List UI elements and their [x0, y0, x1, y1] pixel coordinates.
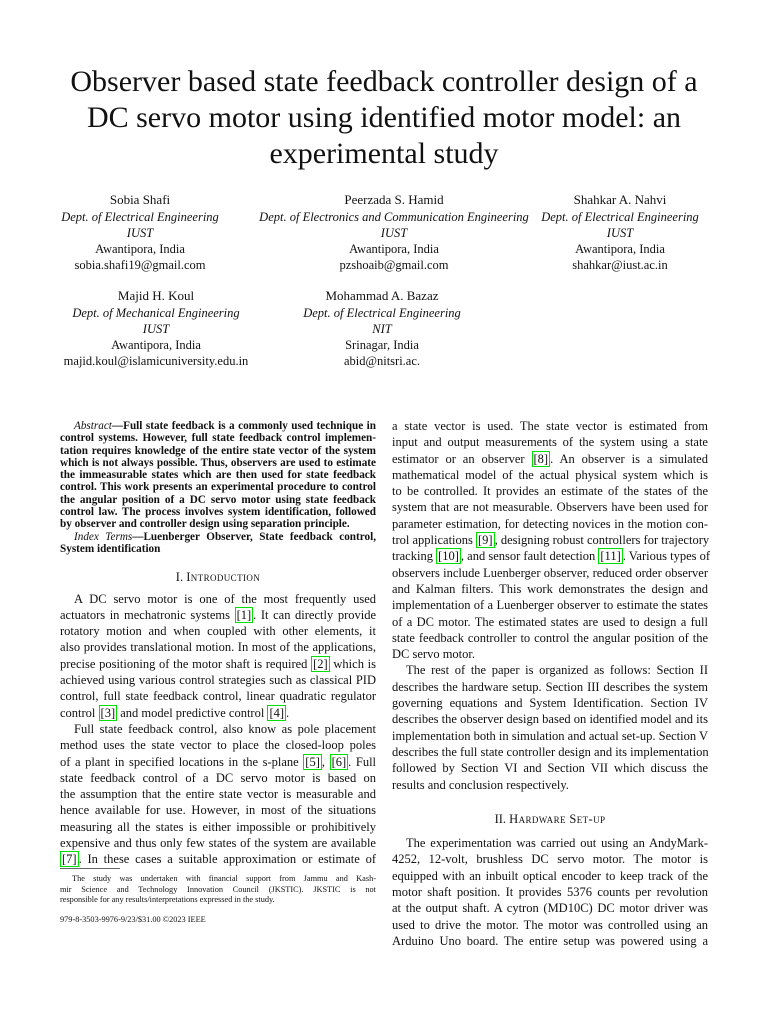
- citation-link[interactable]: [4]: [269, 705, 285, 720]
- footnote: The study was undertaken with financial support from Jammu and Kash- mir Science and Technology Innovation Council (JKSTIC). JKSTIC is not responsible for any results/interpretations expressed in the study.: [60, 874, 376, 904]
- author-block: [56, 288, 256, 369]
- left-column: [60, 420, 376, 868]
- author-org: IUST: [142, 322, 170, 336]
- body-paragraph: The rest of the paper is organized as follows: Section II describes the hardware setup. Section III describes the system governing equations and System Identification. Section IV describes the observer design based on identified model and its implementation both in simulation and actual set-up. Section V describes the full state controller design and its implementation followed by Section VI and Section VII which discuss the results and conclusion respectively.: [392, 663, 709, 792]
- abstract-line: the immeasurable states which are then used for state feedback: [60, 469, 376, 482]
- author-dept: Dept. of Electronics and Communication Engineering: [259, 210, 529, 224]
- author-block: [244, 192, 544, 273]
- author-name: Peerzada S. Hamid: [344, 192, 444, 207]
- abstract-label: Abstract: [74, 420, 112, 432]
- author-name: Shahkar A. Nahvi: [573, 192, 667, 207]
- author-city: Awantipora, India: [95, 242, 185, 256]
- title-line: Observer based state feedback controller design of a: [70, 65, 698, 98]
- citation-link[interactable]: [6]: [331, 754, 347, 769]
- author-dept: Dept. of Electrical Engineering: [61, 210, 219, 224]
- abstract-line: by observer and controller design using separation principle.: [60, 518, 350, 531]
- body-paragraph: a state vector is used. The state vector is estimated from input and output measurements of the system using a state estimator or an observer [8] . An observer is a simulated mathematical model of the actual physical system which is to be controlled. It provides an estimate of the states of the system that are not measurable. Observers have been used for parameter estimation, for detecting novices in the motion con- trol applications [9] , designing robust controllers for trajectory tracking [10] , and sensor fault detection [11] . Various types of observers include Luenberger observer, reduced order observer and Kalman filters. This work demonstrates the design and implementation of a Luenberger observer to estimate the states of a DC motor. The estimated states are used to design a full state feedback controller to control the angular position of the DC servo motor.: [392, 419, 711, 662]
- title-line: experimental study: [269, 137, 499, 170]
- citation-link[interactable]: [3]: [100, 705, 116, 720]
- abstract-line: —Full state feedback is a commonly used technique in: [111, 420, 376, 432]
- author-email[interactable]: majid.koul@islamicuniversity.edu.in: [63, 354, 249, 368]
- intro-paragraph: Full state feedback control, also know as pole placement method uses the state vector to place the closed-loop poles of a plant in specified locations in the s-plane [5] , [6] . Full state feedback control of a DC servo motor is based on the assumption that the entire state vector is measurable and hence available for use. However, in most of the situations measuring all the states is either impossible or prohibitively expensive and thus only few states of the system are available [7] . In these cases a suitable approximation or estimate of: [60, 721, 377, 867]
- index-terms-line: System identification: [60, 542, 161, 555]
- section-heading: II. Hardware Set-up: [494, 811, 606, 826]
- citation-link[interactable]: [5]: [305, 754, 320, 769]
- abstract-line: control. This work presents an experimental procedure to control: [60, 481, 376, 494]
- abstract-line: control law. The process involves system identification, followed: [60, 506, 376, 519]
- author-org: IUST: [380, 226, 408, 240]
- title-line: DC servo motor using identified motor model: an: [86, 101, 682, 134]
- citation-link[interactable]: [8]: [533, 451, 549, 466]
- author-city: Awantipora, India: [349, 242, 439, 256]
- author-email[interactable]: sobia.shafi19@gmail.com: [74, 258, 206, 272]
- author-name: Majid H. Koul: [117, 288, 195, 303]
- citation-link[interactable]: [11]: [600, 549, 621, 564]
- copyright-notice: 979-8-3503-9976-9/23/$31.00 ©2023 IEEE: [60, 915, 206, 924]
- author-city: Awantipora, India: [575, 242, 665, 256]
- citation-link[interactable]: [2]: [313, 656, 328, 671]
- author-dept: Dept. of Electrical Engineering: [303, 306, 461, 320]
- index-terms-label: Index Terms: [74, 530, 133, 543]
- abstract-line: tation requires knowledge of the entire state vector of the system: [60, 444, 376, 457]
- section-heading: I. Introduction: [175, 570, 261, 585]
- author-block: [40, 192, 240, 273]
- author-email[interactable]: abid@nitsri.ac.: [343, 354, 421, 368]
- abstract-line: which is not always possible. Thus, observers are used to estimate: [60, 456, 376, 469]
- author-block: [520, 192, 720, 273]
- right-column: [392, 418, 711, 949]
- author-city: Awantipora, India: [111, 338, 201, 352]
- footnote-rule: [60, 868, 120, 869]
- author-email[interactable]: pzshoaib@gmail.com: [339, 258, 449, 272]
- author-name: Mohammad A. Bazaz: [325, 288, 439, 303]
- paper-title: [40, 64, 728, 172]
- author-org: IUST: [126, 226, 154, 240]
- body-paragraph: The experimentation was carried out using an AndyMark- 4252, 12-volt, brushless DC servo motor. The motor is equipped with an inbuilt optical encoder to keep track of the motor shaft position. It provides 5376 counts per revolution at the output shaft. A cytron (MD10C) DC motor driver was used to drive the motor. The motor was controlled using an Arduino Uno board. The entire setup was powered using a: [392, 836, 708, 948]
- citation-link[interactable]: [9]: [478, 533, 493, 548]
- author-name: Sobia Shafi: [109, 192, 171, 207]
- citation-link[interactable]: [1]: [236, 607, 252, 622]
- author-city: Srinagar, India: [345, 338, 419, 352]
- citation-link[interactable]: [10]: [438, 549, 459, 564]
- author-org: NIT: [372, 322, 392, 336]
- author-block: [282, 288, 482, 369]
- author-email[interactable]: shahkar@iust.ac.in: [572, 258, 668, 272]
- abstract: [60, 420, 376, 555]
- citation-link[interactable]: [7]: [62, 852, 77, 867]
- author-org: IUST: [606, 226, 634, 240]
- intro-paragraph: A DC servo motor is one of the most frequently used actuators in mechatronic systems [1] . It can directly provide rotatory motion and when coupled with other elements, it also provides translational motion. In most of the applications, precise positioning of the motor shaft is required [2] which is achieved using various control strategies such as classical PID control, full state feedback control, linear quadratic regulator control [3] and model predictive control [4] .: [60, 591, 376, 720]
- abstract-line: control systems. However, full state feedback control implemen-: [60, 432, 376, 445]
- abstract-line: the angular position of a DC servo motor using state feedback: [60, 493, 376, 506]
- index-terms-line: —Luenberger Observer, State feedback control,: [132, 530, 376, 543]
- author-dept: Dept. of Electrical Engineering: [541, 210, 699, 224]
- author-dept: Dept. of Mechanical Engineering: [72, 306, 240, 320]
